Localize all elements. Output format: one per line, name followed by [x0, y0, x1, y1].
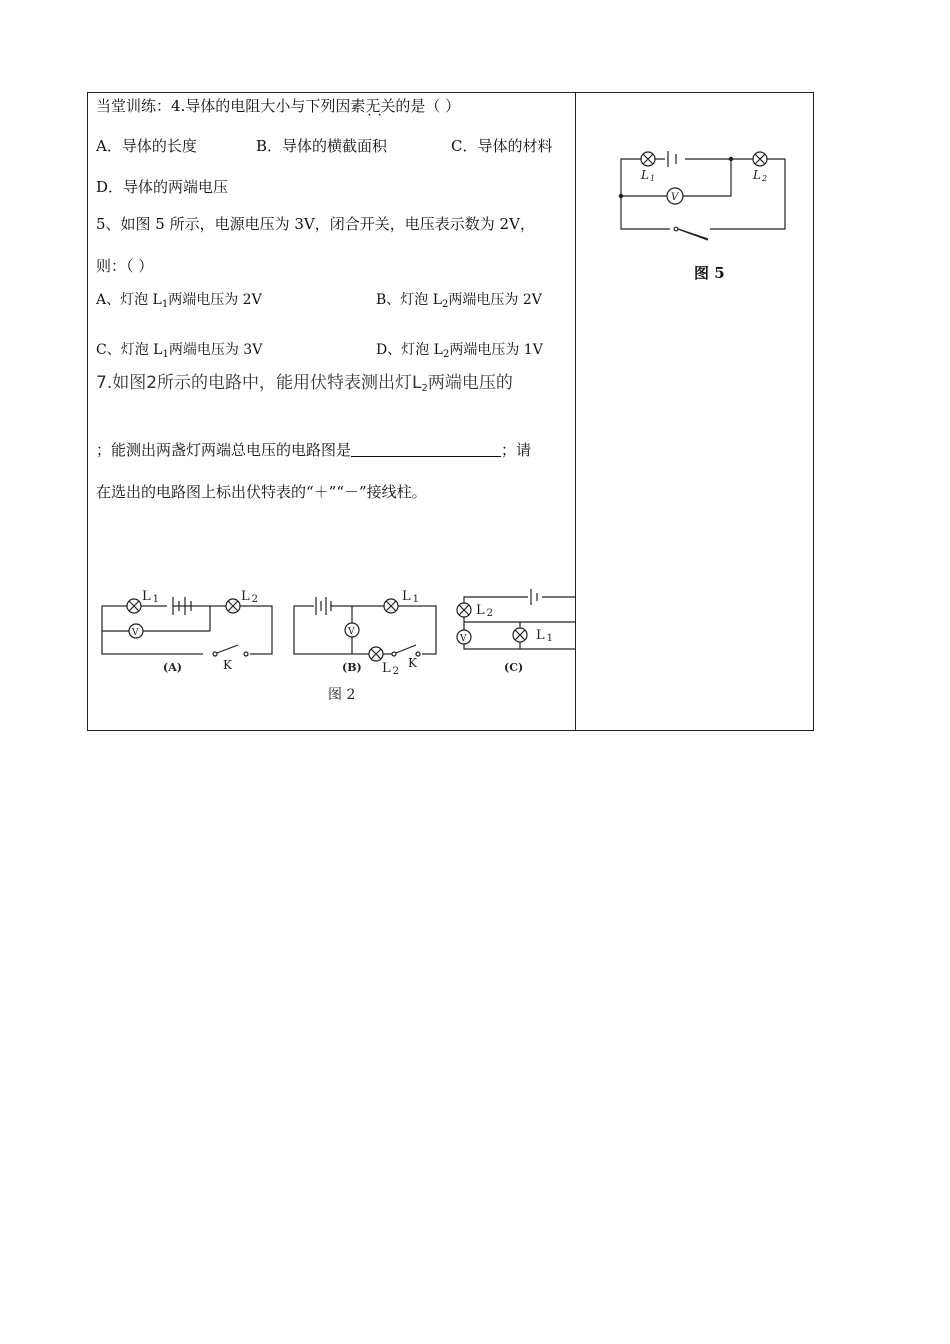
- q5-c-sub: 1: [162, 349, 169, 360]
- label-v-a: V: [132, 628, 139, 638]
- figure-5: [610, 145, 800, 245]
- answer-blank[interactable]: [351, 442, 501, 457]
- q4-option-d: D．导体的两端电压: [96, 178, 229, 196]
- column-divider: [575, 92, 576, 731]
- label-k-b: K: [408, 656, 417, 670]
- fig5-label-v: V: [671, 192, 679, 203]
- fig5-label-l1: L1: [641, 168, 656, 183]
- circuit-b: [294, 597, 436, 661]
- label-v-b: V: [348, 627, 355, 637]
- circuit-a: [102, 597, 272, 656]
- figure-5-caption: 图 5: [694, 264, 725, 282]
- figure-2: [88, 573, 575, 723]
- q7-line-2: [96, 441, 531, 459]
- q5-b-pre: B、灯泡 L: [376, 292, 443, 308]
- q4-option-b: B．导体的横截面积: [256, 137, 388, 155]
- caption-a: (A): [163, 661, 182, 674]
- q4-stem-end: 的是（ ）: [395, 97, 461, 115]
- circuit-c: [457, 589, 575, 649]
- fig5-label-l2: L2: [753, 168, 768, 183]
- label-l1-b: L 1: [402, 589, 420, 605]
- q5-d-sub: 2: [442, 349, 450, 360]
- q5-a-post: 两端电压为 2V: [168, 292, 262, 308]
- label-l1-c: L 1: [536, 628, 554, 644]
- q7-line2-post: ；请: [501, 441, 532, 459]
- q7-line-3: 在选出的电路图上标出伏特表的“＋”“－”接线柱。: [96, 483, 427, 501]
- q7-pre: 7.如图2所示的电路中，能用伏特表测出灯L: [96, 373, 422, 393]
- q5-option-c: [96, 341, 262, 364]
- q4-emphasis: 无关 · ·: [365, 97, 395, 115]
- q5-a-sub: 1: [161, 299, 169, 310]
- figure-2-caption: 图 2: [328, 687, 356, 703]
- q5-d-pre: D、灯泡 L: [376, 342, 443, 358]
- q5-c-pre: C、灯泡 L: [96, 342, 163, 358]
- q7-post: 两端电压的: [427, 373, 513, 393]
- q4-option-c: C．导体的材料: [451, 137, 553, 155]
- q5-c-post: 两端电压为 3V: [168, 342, 263, 358]
- caption-b: (B): [342, 661, 362, 674]
- caption-c: (C): [504, 661, 524, 674]
- q4-options-row: [96, 137, 553, 155]
- q7-line2-pre: ；能测出两盏灯两端总电压的电路图是: [96, 441, 352, 459]
- label-l2-c: L 2: [476, 603, 494, 619]
- q5-b-sub: 2: [442, 299, 449, 310]
- q5-b-post: 两端电压为 2V: [448, 292, 542, 308]
- q5-option-a: [96, 291, 262, 314]
- q7-sub: 2: [421, 383, 428, 394]
- q5-stem: 5、如图 5 所示，电源电压为 3V，闭合开关，电压表示数为 2V，: [96, 215, 535, 233]
- q5-a-pre: A、灯泡 L: [96, 292, 162, 308]
- question-column: [88, 93, 575, 730]
- q4-option-a: A．导体的长度: [96, 137, 197, 155]
- q7-stem: [96, 374, 513, 398]
- label-l1-a: L 1: [142, 589, 160, 605]
- label-l2-b: L 2: [382, 661, 400, 677]
- q5-d-post: 两端电压为 1V: [449, 342, 543, 358]
- label-l2-a: L 2: [241, 589, 259, 605]
- label-v-c: V: [460, 634, 467, 644]
- q4-stem-text: 当堂训练：4.导体的电阻大小与下列因素: [96, 97, 366, 115]
- q5-stem-2: 则：（ ）: [96, 257, 154, 275]
- q5-option-b: [376, 291, 542, 314]
- q5-option-d: [376, 341, 543, 364]
- q4-stem: [96, 97, 460, 115]
- label-k-a: K: [223, 658, 232, 672]
